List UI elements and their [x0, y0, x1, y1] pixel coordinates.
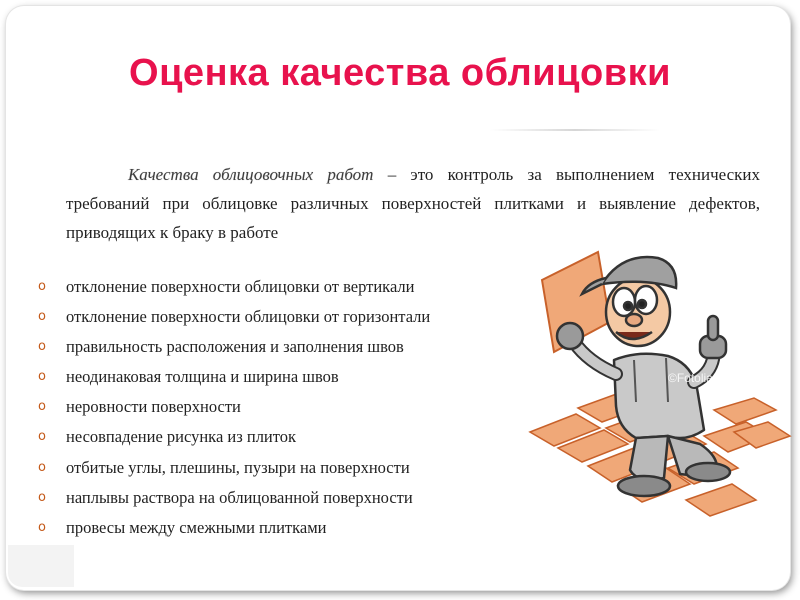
corner-decoration: [8, 545, 74, 587]
intro-text: – это контроль за выполнением технических требований при облицовке различных поверхностей плитками и выявление дефектов, приводящих к браку в работе: [66, 165, 760, 242]
list-item: [36, 483, 430, 513]
list-item-text: правильность расположения и заполнения швов: [66, 337, 404, 357]
list-item: [36, 513, 430, 543]
bullet-marker-icon: o: [38, 369, 46, 385]
bullet-marker-icon: o: [38, 309, 46, 325]
bullet-marker-icon: o: [38, 339, 46, 355]
defects-list: [36, 272, 430, 543]
watermark-text: ©Fotolia: [668, 371, 713, 385]
list-item-text: отклонение поверхности облицовки от горизонтали: [66, 307, 431, 327]
list-item-text: неодинаковая толщина и ширина швов: [66, 367, 339, 387]
list-item: [36, 302, 430, 332]
list-item: [36, 272, 430, 302]
list-item-text: наплывы раствора на облицованной поверхности: [66, 487, 413, 507]
list-item-text: отбитые углы, плешины, пузыри на поверхности: [66, 457, 410, 477]
list-item: [36, 362, 430, 392]
bullet-marker-icon: o: [38, 459, 46, 475]
slide-title: Оценка качества облицовки: [129, 52, 671, 94]
bullet-marker-icon: o: [38, 519, 46, 535]
tiler-worker-illustration: [518, 232, 798, 532]
list-item: [36, 332, 430, 362]
list-item-text: неровности поверхности: [66, 397, 241, 417]
list-item-text: провесы между смежными плитками: [66, 517, 327, 537]
list-item-text: отклонение поверхности облицовки от вертикали: [66, 277, 415, 296]
intro-lead-term: Качества облицовочных работ: [128, 165, 374, 184]
list-item: [36, 453, 430, 483]
bullet-marker-icon: o: [38, 399, 46, 415]
bullet-marker-icon: o: [38, 429, 46, 445]
bullet-marker-icon: o: [38, 489, 46, 505]
decorative-line: [490, 129, 660, 131]
list-item-text: несовпадение рисунка из плиток: [66, 427, 297, 447]
list-item: [36, 422, 430, 452]
list-item: [36, 392, 430, 422]
bullet-marker-icon: o: [38, 279, 46, 294]
